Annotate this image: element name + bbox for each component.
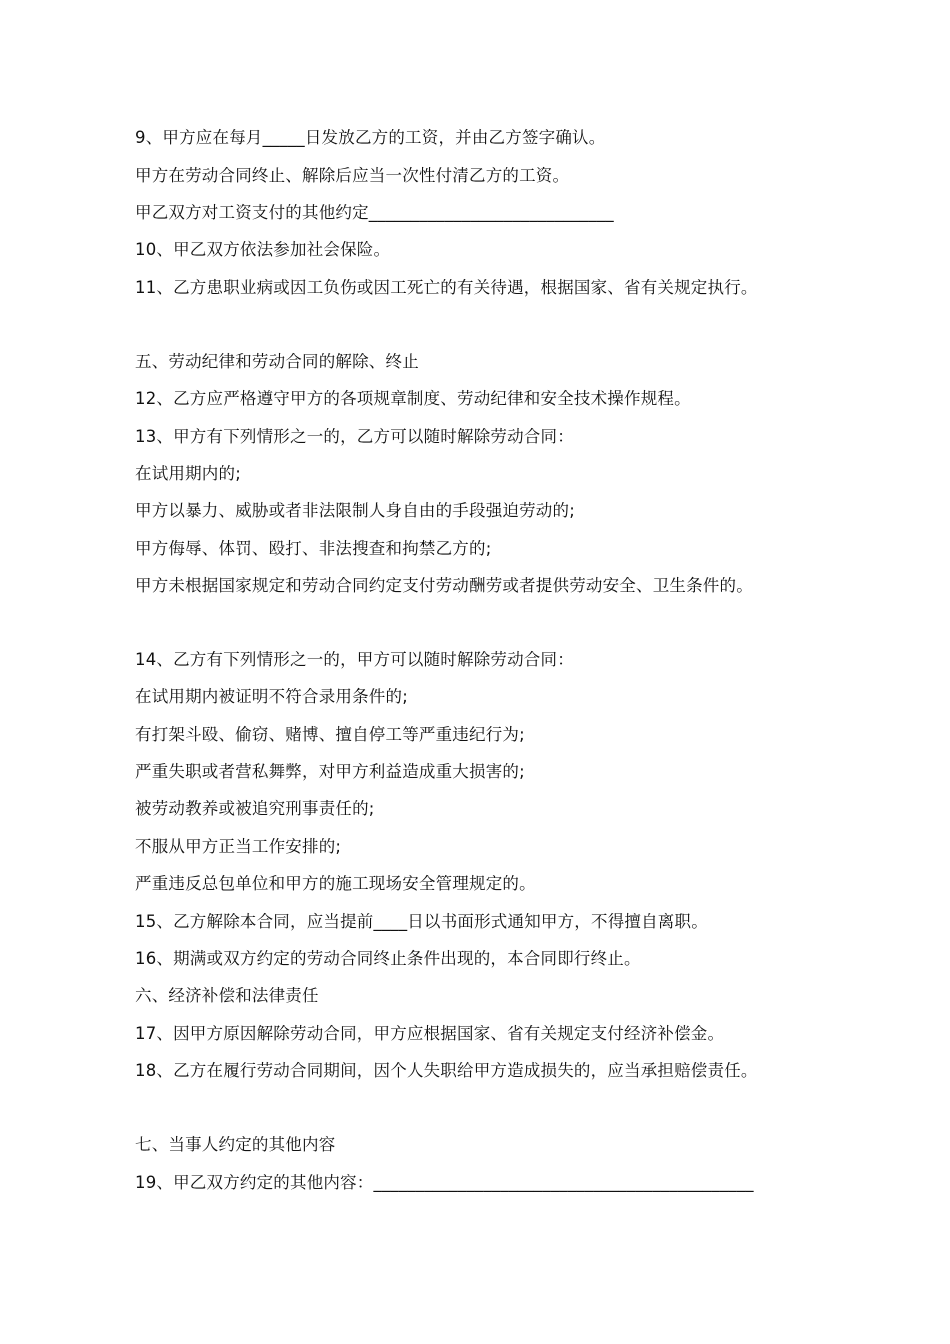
clause-13-item-2: 甲方以暴力、威胁或者非法限制人身自由的手段强迫劳动的; bbox=[135, 501, 575, 520]
clause-13-item-3: 甲方侮辱、体罚、殴打、非法搜查和拘禁乙方的; bbox=[135, 539, 492, 558]
clause-9-payday: 9、甲方应在每月_____日发放乙方的工资，并由乙方签字确认。 bbox=[135, 128, 606, 147]
clause-13-item-4: 甲方未根据国家规定和劳动合同约定支付劳动酬劳或者提供劳动安全、卫生条件的。 bbox=[135, 576, 753, 595]
clause-11-occupational-injury: 11、乙方患职业病或因工负伤或因工死亡的有关待遇，根据国家、省有关规定执行。 bbox=[135, 278, 758, 297]
clause-14-item-1: 在试用期内被证明不符合录用条件的; bbox=[135, 687, 408, 706]
clause-12-discipline: 12、乙方应严格遵守甲方的各项规章制度、劳动纪律和安全技术操作规程。 bbox=[135, 389, 691, 408]
clause-14-item-2: 有打架斗殴、偷窃、赌博、擅自停工等严重违纪行为; bbox=[135, 725, 525, 744]
clause-14-item-4: 被劳动教养或被追究刑事责任的; bbox=[135, 799, 375, 818]
clause-13-item-1: 在试用期内的; bbox=[135, 464, 241, 483]
clause-19-other-terms: 19、甲乙双方约定的其他内容：_____________________________________________ bbox=[135, 1173, 754, 1192]
clause-15-resignation-notice: 15、乙方解除本合同，应当提前____日以书面形式通知甲方，不得擅自离职。 bbox=[135, 912, 708, 931]
section-7-heading: 七、当事人约定的其他内容 bbox=[135, 1135, 336, 1154]
clause-14-employer-termination: 14、乙方有下列情形之一的，甲方可以随时解除劳动合同： bbox=[135, 650, 574, 669]
other-wage-agreement: 甲乙双方对工资支付的其他约定_____________________________ bbox=[135, 203, 614, 222]
clause-14-item-5: 不服从甲方正当工作安排的; bbox=[135, 837, 342, 856]
section-6-heading: 六、经济补偿和法律责任 bbox=[135, 986, 319, 1005]
final-wage-settlement: 甲方在劳动合同终止、解除后应当一次性付清乙方的工资。 bbox=[135, 166, 570, 185]
clause-13-employee-termination: 13、甲方有下列情形之一的，乙方可以随时解除劳动合同： bbox=[135, 427, 574, 446]
clause-18-liability: 18、乙方在履行劳动合同期间，因个人失职给甲方造成损失的，应当承担赔偿责任。 bbox=[135, 1061, 758, 1080]
clause-17-compensation: 17、因甲方原因解除劳动合同，甲方应根据国家、省有关规定支付经济补偿金。 bbox=[135, 1024, 725, 1043]
clause-14-item-3: 严重失职或者营私舞弊，对甲方利益造成重大损害的; bbox=[135, 762, 525, 781]
clause-10-social-insurance: 10、甲乙双方依法参加社会保险。 bbox=[135, 240, 391, 259]
clause-14-item-6: 严重违反总包单位和甲方的施工现场安全管理规定的。 bbox=[135, 874, 536, 893]
clause-16-expiry: 16、期满或双方约定的劳动合同终止条件出现的，本合同即行终止。 bbox=[135, 949, 641, 968]
section-5-heading: 五、劳动纪律和劳动合同的解除、终止 bbox=[135, 352, 419, 371]
